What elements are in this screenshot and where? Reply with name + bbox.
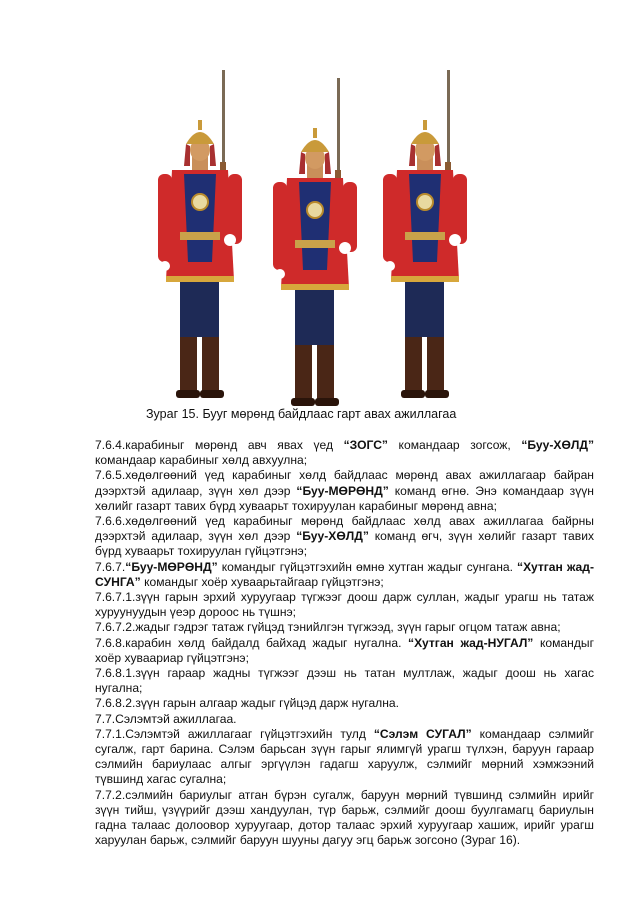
paragraph — [95, 468, 594, 514]
command-text: “Хутган жад-СУНГА” — [95, 559, 594, 589]
paragraph-text: командыг хоёр хуваариар гүйцэтгэнэ; — [95, 635, 594, 665]
paragraph-text: командаар карабиныг хөлд авхуулна; — [95, 453, 308, 468]
body-text — [95, 438, 594, 848]
three-soldiers-illustration — [150, 62, 490, 407]
figure-caption: Зураг 15. Бууг мөрөнд байдлаас гарт авах ажиллагаа — [146, 407, 457, 421]
guards-figure — [150, 62, 490, 407]
paragraph — [95, 712, 594, 727]
paragraph — [95, 590, 594, 620]
paragraph-text: 7.6.8.карабин хөлд байдалд байхад жадыг нугална. — [95, 635, 409, 650]
command-text: “Буу-ХӨЛД” — [296, 529, 369, 544]
paragraph — [95, 636, 594, 666]
paragraph — [95, 620, 594, 635]
paragraph — [95, 666, 594, 696]
paragraph-text: 7.6.6.хөдөлгөөний үед карабиныг мөрөнд байдлаас хөлд авах ажиллагаа байрны дээрхтэй адилаар, зүүн хөл дээр — [95, 514, 594, 544]
paragraph-text: командаар зогсож, — [387, 438, 522, 452]
command-text: “Сэлэм СУГАЛ” — [373, 726, 472, 741]
paragraph-text: 7.6.8.2.зүүн гарын алгаар жадыг гүйцэд дарж нугална. — [95, 696, 399, 711]
command-text: “Хутган жад-НУГАЛ” — [408, 635, 534, 650]
paragraph-text: 7.7.1.Сэлэмтэй ажиллагааг гүйцэтгэхийн тулд — [95, 726, 374, 741]
paragraph — [95, 727, 594, 788]
paragraph-text: 7.6.8.1.зүүн гараар жадны түгжээг дээш нь татан мултлаж, жадыг доош нь хагас нугална; — [95, 666, 594, 696]
paragraph-text: 7.6.7.1.зүүн гарын эрхий хуруугаар түгжээг доош дарж суллан, жадыг урагш нь татаж хуруунуудын үеэр дороос нь түшнэ; — [95, 590, 594, 620]
command-text: “ЗОГС” — [343, 438, 388, 452]
command-text: “Буу-МӨРӨНД” — [296, 483, 389, 498]
paragraph-text: команд өгнө. Энэ командаар зүүн хөлийг газарт тавих бүрд хуваарьт тохируулан карабиныг мөрөнд авна; — [95, 483, 594, 513]
paragraph-text: командаар сэлмийг сугалж, гарт барина. Сэлэм барьсан зүүн гарыг ялимгүй урагш түлхэн, баруун гараар сэлмийн бариулаас алгыг эргүүлэн гадагш харуулж, сэлмийг мөрний хэмжээний түвшинд хагас сугална; — [95, 726, 594, 787]
paragraph — [95, 696, 594, 711]
command-text: “Буу-ХӨЛД” — [521, 438, 594, 452]
paragraph-text: 7.7.2.сэлмийн бариулыг атган бүрэн сугалж, баруун мөрний түвшинд сэлмийн ирийг зүүн тийш, үзүүрийг дээш хандуулан, түр барьж, сэлмийг доош буулгамагц бариулын гадна талаас долоовор хуруугаар, дотор талаас эрхий хуруугаар хашиж, ирийг урагш харуулан барьж, сэлмийг баруун шууны дагуу эгц барьж зогсоно (Зураг 16). — [95, 787, 594, 848]
paragraph — [95, 514, 594, 560]
paragraph-text: 7.6.4.карабиныг мөрөнд авч явах үед — [95, 438, 344, 452]
paragraph-text: командыг гүйцэтгэхийн өмнө хутган жадыг сунгана. — [217, 559, 518, 574]
command-text: “Буу-МӨРӨНД” — [125, 559, 218, 574]
paragraph-text: 7.6.7.2.жадыг гэдрэг татаж гүйцэд тэнийлгэн түгжээд, зүүн гарыг огцом татаж авна; — [95, 620, 561, 635]
paragraph — [95, 560, 594, 590]
paragraph-text: командыг хоёр хуваарьтайгаар гүйцэтгэнэ; — [140, 574, 384, 589]
paragraph-text: 7.7.Сэлэмтэй ажиллагаа. — [95, 711, 237, 726]
paragraph-text: команд өгч, зүүн хөлийг газарт тавих бүрд хуваарьт тохируулан гүйцэтгэнэ; — [95, 529, 594, 559]
paragraph — [95, 788, 594, 849]
paragraph-text: 7.6.5.хөдөлгөөний үед карабиныг хөлд байдлаас мөрөнд авах ажиллагаар байран дээрхтэй адилаар, зүүн хөл дээр — [95, 468, 594, 498]
paragraph — [95, 438, 594, 468]
paragraph-text: 7.6.7. — [95, 559, 126, 574]
